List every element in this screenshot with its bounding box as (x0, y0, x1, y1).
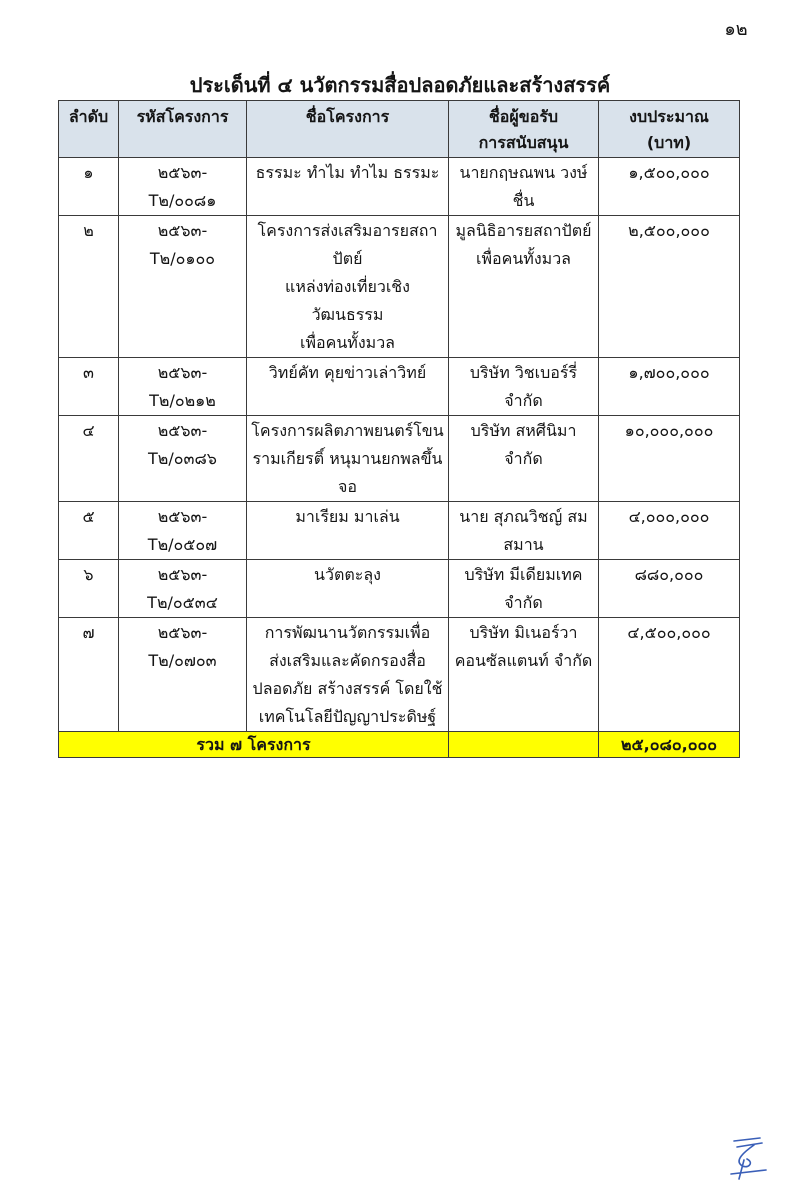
table-header-row (59, 101, 740, 158)
project-name-line: การพัฒนานวัตกรรมเพื่อ (264, 623, 431, 642)
applicant-name-line: คอนซัลแตนท์ จำกัด (454, 651, 593, 670)
project-code (119, 560, 247, 618)
project-code-line: ๒๕๖๓- (157, 421, 208, 440)
header-code: รหัสโครงการ (119, 101, 247, 158)
project-name-line: รามเกียรติ์ หนุมานยกพลขึ้น (252, 449, 443, 468)
total-empty-cell (449, 732, 599, 758)
budget-amount: ๑๐,๐๐๐,๐๐๐ (599, 416, 740, 502)
applicant-name (449, 560, 599, 618)
budget-amount: ๑,๕๐๐,๐๐๐ (599, 158, 740, 216)
project-name-line: ปลอดภัย สร้างสรรค์ โดยใช้ (252, 679, 443, 698)
applicant-name-line: บริษัท วิชเบอร์รี่ (469, 363, 578, 382)
project-name-line: มาเรียม มาเล่น (295, 507, 400, 526)
applicant-name (449, 158, 599, 216)
budget-amount: ๔,๐๐๐,๐๐๐ (599, 502, 740, 560)
header-applicant (449, 101, 599, 158)
table-row (59, 158, 740, 216)
project-name-line: ธรรมะ ทำไม ทำไม ธรรมะ (255, 163, 440, 182)
applicant-name-line: จำกัด (504, 449, 543, 468)
project-name (247, 618, 449, 732)
project-code-line: ๒๕๖๓- (157, 163, 208, 182)
project-code (119, 158, 247, 216)
signature-mark (726, 1132, 770, 1186)
project-name (247, 416, 449, 502)
project-code (119, 358, 247, 416)
row-number: ๕ (59, 502, 119, 560)
project-code-line: T๒/๐๑๐๐ (149, 249, 216, 268)
total-budget: ๒๕,๐๘๐,๐๐๐ (599, 732, 740, 758)
header-applicant-line: ชื่อผู้ขอรับ (488, 107, 559, 126)
header-applicant-line: การสนับสนุน (478, 133, 569, 152)
budget-amount: ๒,๕๐๐,๐๐๐ (599, 216, 740, 358)
project-name (247, 502, 449, 560)
project-name-line: เพื่อคนทั้งมวล (300, 333, 395, 352)
header-budget (599, 101, 740, 158)
project-code-line: T๒/๐๒๑๒ (149, 391, 216, 410)
applicant-name-line: บริษัท มีเดียมเทค (464, 565, 583, 584)
header-name: ชื่อโครงการ (247, 101, 449, 158)
project-code-line: T๒/๐๓๘๖ (148, 449, 217, 468)
project-code-line: T๒/๐๗๐๓ (148, 651, 217, 670)
applicant-name (449, 358, 599, 416)
project-code-line: ๒๕๖๓- (157, 507, 208, 526)
project-code-line: ๒๕๖๓- (157, 565, 208, 584)
table-row (59, 502, 740, 560)
applicant-name-line: นาย สุภณวิชญ์ สม (459, 507, 588, 526)
row-number: ๑ (59, 158, 119, 216)
applicant-name-line: จำกัด (504, 391, 543, 410)
applicant-name (449, 216, 599, 358)
project-name-line: นวัตตะลุง (314, 565, 381, 584)
budget-amount: ๘๘๐,๐๐๐ (599, 560, 740, 618)
total-row (59, 732, 740, 758)
applicant-name-line: สมาน (503, 535, 544, 554)
row-number: ๓ (59, 358, 119, 416)
project-name-line: วิทย์คัท คุยข่าวเล่าวิทย์ (268, 363, 427, 382)
page-number: ๑๒ (724, 19, 748, 40)
applicant-name (449, 502, 599, 560)
project-code-line: T๒/๐๐๘๑ (148, 191, 217, 210)
projects-table (58, 100, 740, 758)
project-code (119, 618, 247, 732)
budget-amount: ๑,๗๐๐,๐๐๐ (599, 358, 740, 416)
applicant-name-line: ชื่น (512, 191, 535, 210)
table-row (59, 216, 740, 358)
applicant-name-line: นายกฤษณพน วงษ์ (459, 163, 588, 182)
section-title: ประเด็นที่ ๔ นวัตกรรมสื่อปลอดภัยและสร้างสรรค์ (189, 73, 611, 97)
project-code-line: T๒/๐๕๐๗ (147, 535, 218, 554)
applicant-name-line: มูลนิธิอารยสถาปัตย์ (455, 221, 592, 240)
project-code (119, 216, 247, 358)
project-name-line: โครงการส่งเสริมอารยสถาปัตย์ (257, 221, 438, 268)
row-number: ๗ (59, 618, 119, 732)
project-name (247, 158, 449, 216)
project-name-line: โครงการผลิตภาพยนตร์โขน (251, 421, 444, 440)
project-code (119, 416, 247, 502)
project-code (119, 502, 247, 560)
table-row (59, 416, 740, 502)
applicant-name (449, 618, 599, 732)
project-name-line: ส่งเสริมและคัดกรองสื่อ (269, 651, 426, 670)
project-name-line: เทคโนโลยีปัญญาประดิษฐ์ (258, 707, 437, 726)
table-row (59, 560, 740, 618)
budget-amount: ๔,๕๐๐,๐๐๐ (599, 618, 740, 732)
project-name (247, 358, 449, 416)
project-name-line: จอ (338, 477, 357, 496)
project-code-line: ๒๕๖๓- (157, 623, 208, 642)
project-code-line: ๒๕๖๓- (157, 221, 208, 240)
project-name (247, 560, 449, 618)
project-name (247, 216, 449, 358)
row-number: ๒ (59, 216, 119, 358)
project-name-line: แหล่งท่องเที่ยวเชิงวัฒนธรรม (285, 277, 410, 324)
applicant-name-line: เพื่อคนทั้งมวล (476, 249, 571, 268)
row-number: ๔ (59, 416, 119, 502)
signature-stroke (731, 1138, 766, 1179)
project-code-line: T๒/๐๕๓๔ (147, 593, 218, 612)
applicant-name (449, 416, 599, 502)
total-label: รวม ๗ โครงการ (59, 732, 449, 758)
applicant-name-line: บริษัท มิเนอร์วา (469, 623, 578, 642)
applicant-name-line: จำกัด (504, 593, 543, 612)
header-budget-line: งบประมาณ (629, 107, 709, 126)
row-number: ๖ (59, 560, 119, 618)
header-budget-line: (บาท) (646, 133, 692, 152)
project-code-line: ๒๕๖๓- (157, 363, 208, 382)
applicant-name-line: บริษัท สหศีนิมา (470, 421, 577, 440)
table-row (59, 358, 740, 416)
table-row (59, 618, 740, 732)
header-number: ลำดับ (59, 101, 119, 158)
